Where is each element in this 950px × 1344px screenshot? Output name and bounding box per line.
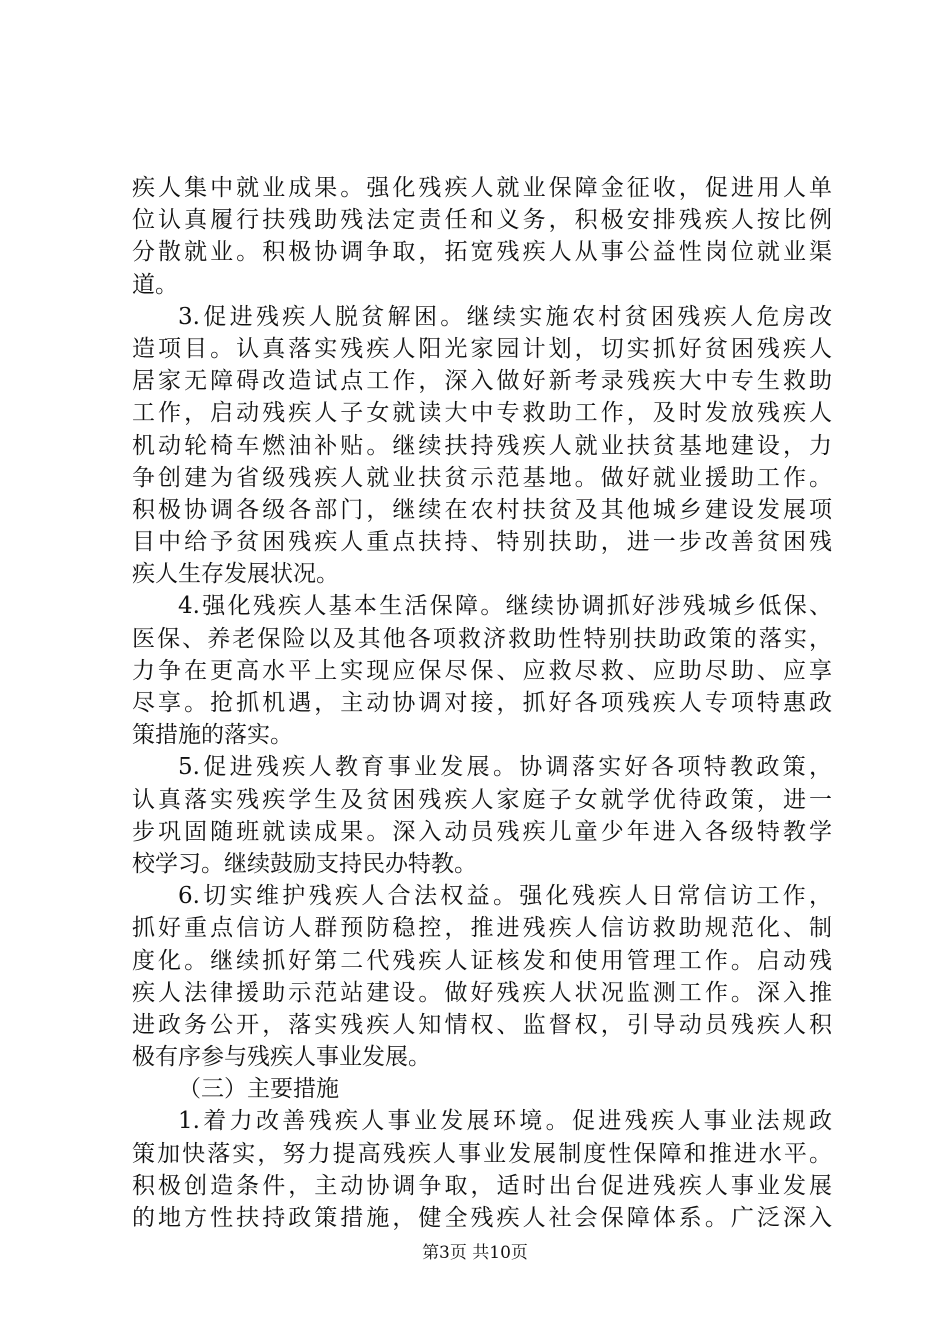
text-line: 疾人法律援助示范站建设。做好残疾人状况监测工作。深入推 xyxy=(132,979,832,1006)
text-line: 积极创造条件，主动协调争取，适时出台促进残疾人事业发展 xyxy=(132,1172,832,1199)
text-line: 医保、养老保险以及其他各项救济救助性特别扶助政策的落实， xyxy=(132,625,832,652)
text-line: 校学习。继续鼓励支持民办特教。 xyxy=(132,850,477,877)
text-line: 步巩固随班就读成果。深入动员残疾儿童少年进入各级特教学 xyxy=(132,818,832,845)
text-line: 极有序参与残疾人事业发展。 xyxy=(132,1044,431,1071)
text-line: 积极协调各级各部门，继续在农村扶贫及其他城乡建设发展项 xyxy=(132,496,832,523)
text-line: 机动轮椅车燃油补贴。继续扶持残疾人就业扶贫基地建设，力 xyxy=(132,432,832,459)
text-line: 分散就业。积极协调争取，拓宽残疾人从事公益性岗位就业渠 xyxy=(132,239,832,266)
text-line: 造项目。认真落实残疾人阳光家园计划，切实抓好贫困残疾人 xyxy=(132,335,832,362)
text-line: 争创建为省级残疾人就业扶贫示范基地。做好就业援助工作。 xyxy=(132,464,832,491)
text-line: 策加快落实，努力提高残疾人事业发展制度性保障和推进水平。 xyxy=(132,1140,832,1167)
paragraph-start-line: 4.强化残疾人基本生活保障。继续协调抓好涉残城乡低保、 xyxy=(178,593,832,620)
text-line: 的地方性扶持政策措施，健全残疾人社会保障体系。广泛深入 xyxy=(132,1205,832,1231)
document-body xyxy=(132,172,832,1234)
text-line: 疾人生存发展状况。 xyxy=(132,561,339,588)
text-line: 位认真履行扶残助残法定责任和义务，积极安排残疾人按比例 xyxy=(132,207,832,234)
text-line: 居家无障碍改造试点工作，深入做好新考录残疾大中专生救助 xyxy=(132,368,832,395)
section-heading: （三）主要措施 xyxy=(178,1076,339,1103)
paragraph-start-line: 1.着力改善残疾人事业发展环境。促进残疾人事业法规政 xyxy=(178,1108,832,1135)
text-line: 目中给予贫困残疾人重点扶持、特别扶助，进一步改善贫困残 xyxy=(132,529,832,556)
page-number-footer: 第3页 共10页 xyxy=(422,1243,528,1263)
text-line: 疾人集中就业成果。强化残疾人就业保障金征收，促进用人单 xyxy=(132,175,832,201)
text-line: 策措施的落实。 xyxy=(132,722,293,749)
paragraph-start-line: 3.促进残疾人脱贫解困。继续实施农村贫困残疾人危房改 xyxy=(178,303,832,330)
text-line: 尽享。抢抓机遇，主动协调对接，抓好各项残疾人专项特惠政 xyxy=(132,690,832,716)
text-line: 进政务公开，落实残疾人知情权、监督权，引导动员残疾人积 xyxy=(132,1011,832,1038)
text-line: 抓好重点信访人群预防稳控，推进残疾人信访救助规范化、制 xyxy=(132,915,832,942)
paragraph-start-line: 6.切实维护残疾人合法权益。强化残疾人日常信访工作， xyxy=(178,883,832,910)
text-line: 力争在更高水平上实现应保尽保、应救尽救、应助尽助、应享 xyxy=(132,657,832,684)
text-line: 工作，启动残疾人子女就读大中专救助工作，及时发放残疾人 xyxy=(132,400,832,427)
text-line: 道。 xyxy=(132,271,178,298)
paragraph-start-line: 5.促进残疾人教育事业发展。协调落实好各项特教政策， xyxy=(178,754,832,781)
text-line: 认真落实残疾学生及贫困残疾人家庭子女就学优待政策，进一 xyxy=(132,786,832,813)
text-line: 度化。继续抓好第二代残疾人证核发和使用管理工作。启动残 xyxy=(132,947,832,974)
